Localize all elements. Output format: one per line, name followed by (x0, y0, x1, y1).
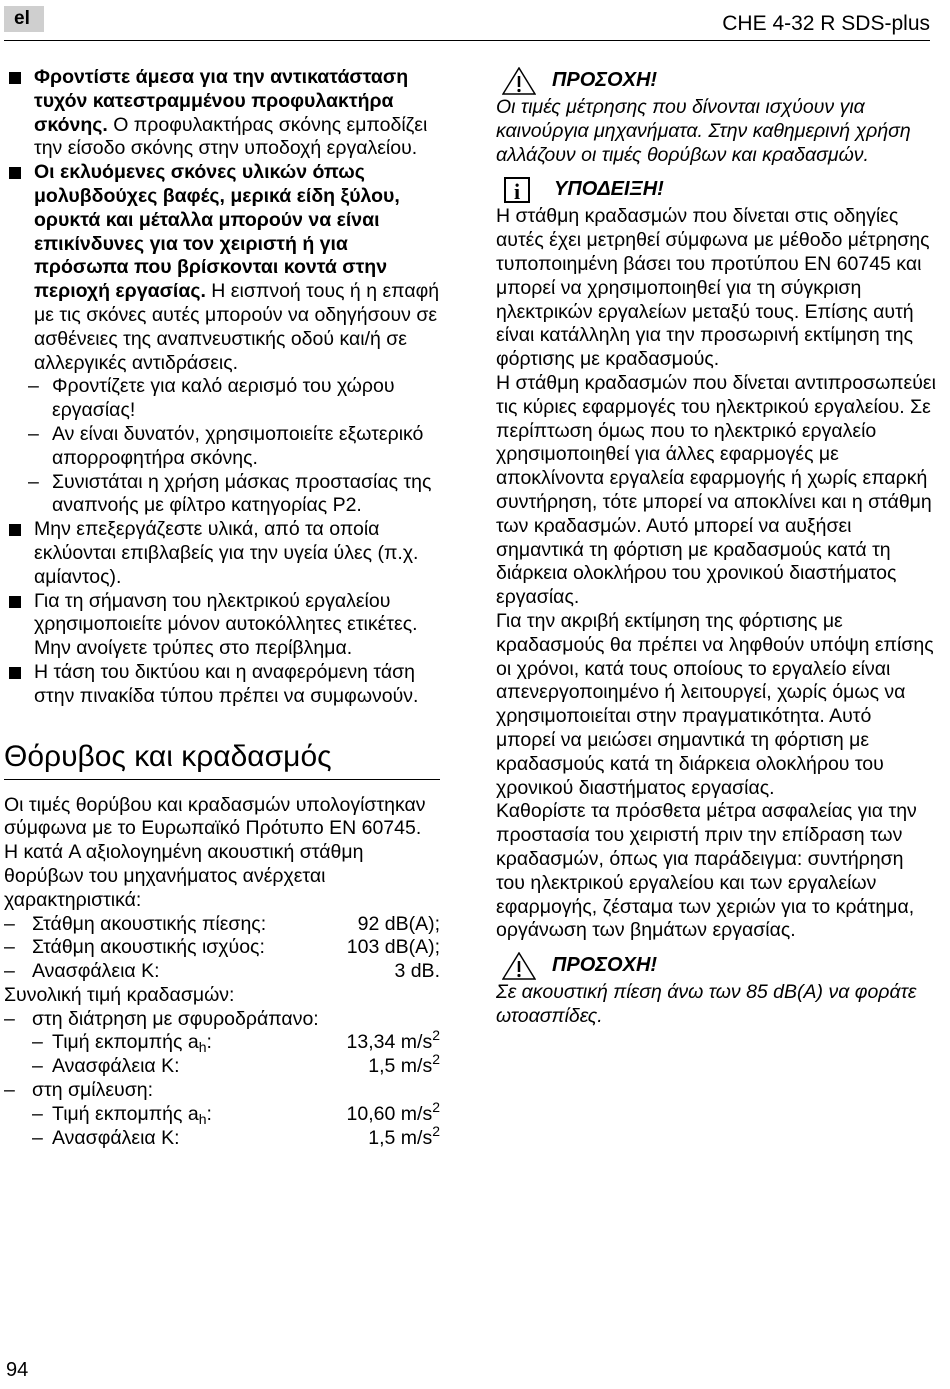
paragraph: Για την ακριβή εκτίμηση της φόρτισης με κραδασμούς θα πρέπει να ληφθούν υπόψη επίσης οι χρόνοι, κατά τους οποίους το εργαλείο είναι απενεργοποιημένο ή λειτουργεί, χωρίς όμως να χρησιμοποιείται στην πραγματικότητα. Αυτό μπορεί να μειώσει σημαντικά τη φόρτιση με κραδασμούς κατά τη διάρκεια ολοκλήρου του χρονικού διαστήματος εργασίας. (496, 609, 934, 799)
language-tab: el (4, 6, 44, 32)
vibration-value: 13,34 $m/s^2$ (346, 1027, 440, 1054)
dash-marker: – (32, 1055, 43, 1078)
vibration-row (4, 1122, 440, 1151)
vibration-row (4, 1027, 440, 1056)
square-bullet-icon (9, 596, 21, 608)
square-bullet-icon (9, 667, 21, 679)
dash-marker: – (28, 375, 39, 398)
model-name: CHE 4-32 R SDS-plus (722, 12, 930, 35)
noise-label: Στάθμη ακουστικής ισχύος: (32, 936, 265, 959)
caution-title: ΠΡΟΣΟΧΗ! (552, 69, 658, 92)
dash-marker: – (4, 960, 15, 983)
vibration-title: Συνολική τιμή κραδασμών: (4, 983, 235, 1006)
note-heading (496, 175, 936, 205)
vibration-group-label: στη διάτρηση με σφυροδράπανο: (32, 1007, 319, 1030)
warning-triangle-icon (502, 952, 536, 980)
paragraph: Καθορίστε τα πρόσθετα μέτρα ασφαλείας για την προστασία του χειριστή πριν την επίδραση των κραδασμών, όπως για παράδειγμα: συντήρηση του ηλεκτρικού εργαλείου και των εργαλείων εφαρμογής, ζέσταμα των χεριών για το κράτημα, οργάνωση των βημάτων εργασίας. (496, 800, 917, 942)
dash-text: Αν είναι δυνατόν, χρησιμοποιείτε εξωτερικό απορροφητήρα σκόνης. (52, 422, 424, 469)
noise-label: Στάθμη ακουστικής πίεσης: (32, 912, 267, 935)
list-item (4, 161, 440, 375)
list-item (4, 518, 440, 589)
paragraph: Η στάθμη κραδασμών που δίνεται στις οδηγίες αυτές έχει μετρηθεί σύμφωνα με μέθοδο μέτρησης τυποποιημένη βάσει του προτύπου EN 60745 και μπορεί να χρησιμοποιηθεί για τη σύγκριση ηλεκτρικών εργαλείων μεταξύ τους. Επίσης αυτή είναι κατάλληλη για την προσωρινή εκτίμηση της φόρτισης με κραδασμούς. (496, 205, 930, 371)
bullet-text: Για τη σήμανση του ηλεκτρικού εργαλείου χρησιμοποιείτε μόνον αυτοκόλλητες ετικέτες. Μην ανοίγετε τρύπες στο περίβλημα. (34, 589, 418, 660)
header-rule (4, 40, 930, 41)
list-item (4, 66, 440, 161)
vibration-value: 1,5 $m/s^2$ (368, 1051, 440, 1078)
paragraph: Η κατά A αξιολογημένη ακουστική στάθμη θορύβων του μηχανήματος ανέρχεται χαρακτηριστικά: (4, 841, 364, 911)
vibration-row (4, 1098, 440, 1127)
caution-text: Σε ακουστική πίεση άνω των 85 dB(A) να φοράτε ωτοασπίδες. (496, 981, 917, 1027)
noise-value: 3 dB. (394, 960, 440, 983)
vibration-group (4, 1008, 440, 1032)
list-item (4, 661, 440, 709)
dash-marker: – (28, 470, 39, 493)
dash-marker: – (32, 1102, 43, 1125)
vibration-label: Ανασφάλεια K: (52, 1126, 180, 1149)
vibration-label: Τιμή εκπομπής $a_h$: (52, 1031, 212, 1056)
square-bullet-icon (9, 524, 21, 536)
caution-title: ΠΡΟΣΟΧΗ! (552, 954, 658, 977)
caution-heading (496, 951, 936, 981)
dash-marker: – (32, 1031, 43, 1054)
noise-value: 103 dB(A); (346, 936, 440, 959)
vibration-label: Ανασφάλεια K: (52, 1055, 180, 1078)
dash-marker: – (4, 1079, 15, 1102)
vibration-row (4, 1051, 440, 1079)
info-icon: i (504, 177, 530, 203)
caution-heading (496, 66, 936, 96)
dash-marker: – (28, 422, 39, 445)
vibration-label: Τιμή εκπομπής $a_h$: (52, 1102, 212, 1127)
noise-label: Ανασφάλεια K: (32, 960, 160, 983)
bullet-bold-text: Φροντίστε άμεσα για την αντικατάσταση τυχόν κατεστραμμένου προφυλακτήρα σκόνης. (34, 66, 409, 136)
dash-item (4, 471, 440, 519)
bullet-text: Η εισπνοή τους ή η επαφή με τις σκόνες αυτές μπορούν να οδηγήσουν σε ασθένειες της αναπνευστικής οδού και/ή σε αλλεργικές αντιδράσεις. (34, 280, 440, 374)
list-item (4, 590, 440, 661)
section-title: Θόρυβος και κραδασμός (4, 739, 440, 780)
noise-row (4, 936, 440, 960)
right-column (496, 66, 936, 1029)
dash-marker: – (4, 936, 15, 959)
vibration-group (4, 1079, 440, 1103)
bullet-text: Ο προφυλακτήρας σκόνης εμποδίζει την είσοδο σκόνης στην υποδοχή εργαλείου. (34, 113, 428, 160)
bullet-bold-text: Οι εκλυόμενες σκόνες υλικών όπως μολυβδούχες βαφές, μερικά είδη ξύλου, ορυκτά και μέταλλα μπορούν να είναι επικίνδυνες για τον χειριστή ή για πρόσωπα που βρίσκονται κοντά στην περιοχή εργασίας. (34, 161, 400, 303)
paragraph: Οι τιμές θορύβου και κραδασμών υπολογίστηκαν σύμφωνα με το Ευρωπαϊκό Πρότυπο EN 60745. (4, 793, 426, 840)
vibration-group-label: στη σμίλευση: (32, 1079, 154, 1102)
bullet-text: Η τάση του δικτύου και η αναφερόμενη τάση στην πινακίδα τύπου πρέπει να συμφωνούν. (34, 660, 419, 707)
paragraph: Η στάθμη κραδασμών που δίνεται αντιπροσωπεύει τις κύριες εφαρμογές του ηλεκτρικού εργαλείου. Σε περίπτωση όμως που το ηλεκτρικό εργαλείο χρησιμοποιηθεί για άλλες εφαρμογές με αποκλίνοντα εργαλεία εφαρμογής ή χωρίς επαρκή συντήρηση, τότε μπορεί να αποκλίνει και η στάθμη των κραδασμών. Αυτό μπορεί να αυξήσει σημαντικά τη φόρτιση με κραδασμούς κατά τη διάρκεια ολοκλήρου του χρονικού διαστήματος εργασίας. (496, 371, 936, 609)
vibration-value: 1,5 $m/s^2$ (368, 1122, 440, 1149)
noise-row (4, 960, 440, 984)
dash-marker: – (4, 912, 15, 935)
dash-item (4, 375, 440, 423)
dash-marker: – (4, 1007, 15, 1030)
page-number: 94 (6, 1359, 29, 1381)
dash-item (4, 423, 440, 471)
square-bullet-icon (9, 167, 21, 179)
left-column (4, 66, 440, 1150)
dash-marker: – (32, 1126, 43, 1149)
caution-text: Οι τιμές μέτρησης που δίνονται ισχύουν για καινούργια μηχανήματα. Στην καθημερινή χρήση αλλάζουν οι τιμές θορύβων και κραδασμών. (496, 96, 911, 166)
noise-row (4, 913, 440, 937)
warning-triangle-icon (502, 67, 536, 95)
noise-value: 92 dB(A); (357, 912, 440, 935)
bullet-text: Μην επεξεργάζεστε υλικά, από τα οποία εκλύονται επιβλαβείς για την υγεία ύλες (π.χ. αμίαντος). (34, 518, 419, 588)
dash-text: Φροντίζετε για καλό αερισμό του χώρου εργασίας! (52, 375, 395, 422)
square-bullet-icon (9, 72, 21, 84)
note-title: ΥΠΟΔΕΙΞΗ! (554, 178, 664, 201)
vibration-value: 10,60 $m/s^2$ (346, 1098, 440, 1125)
dash-text: Συνιστάται η χρήση μάσκας προστασίας της αναπνοής με φίλτρο κατηγορίας P2. (52, 470, 432, 517)
